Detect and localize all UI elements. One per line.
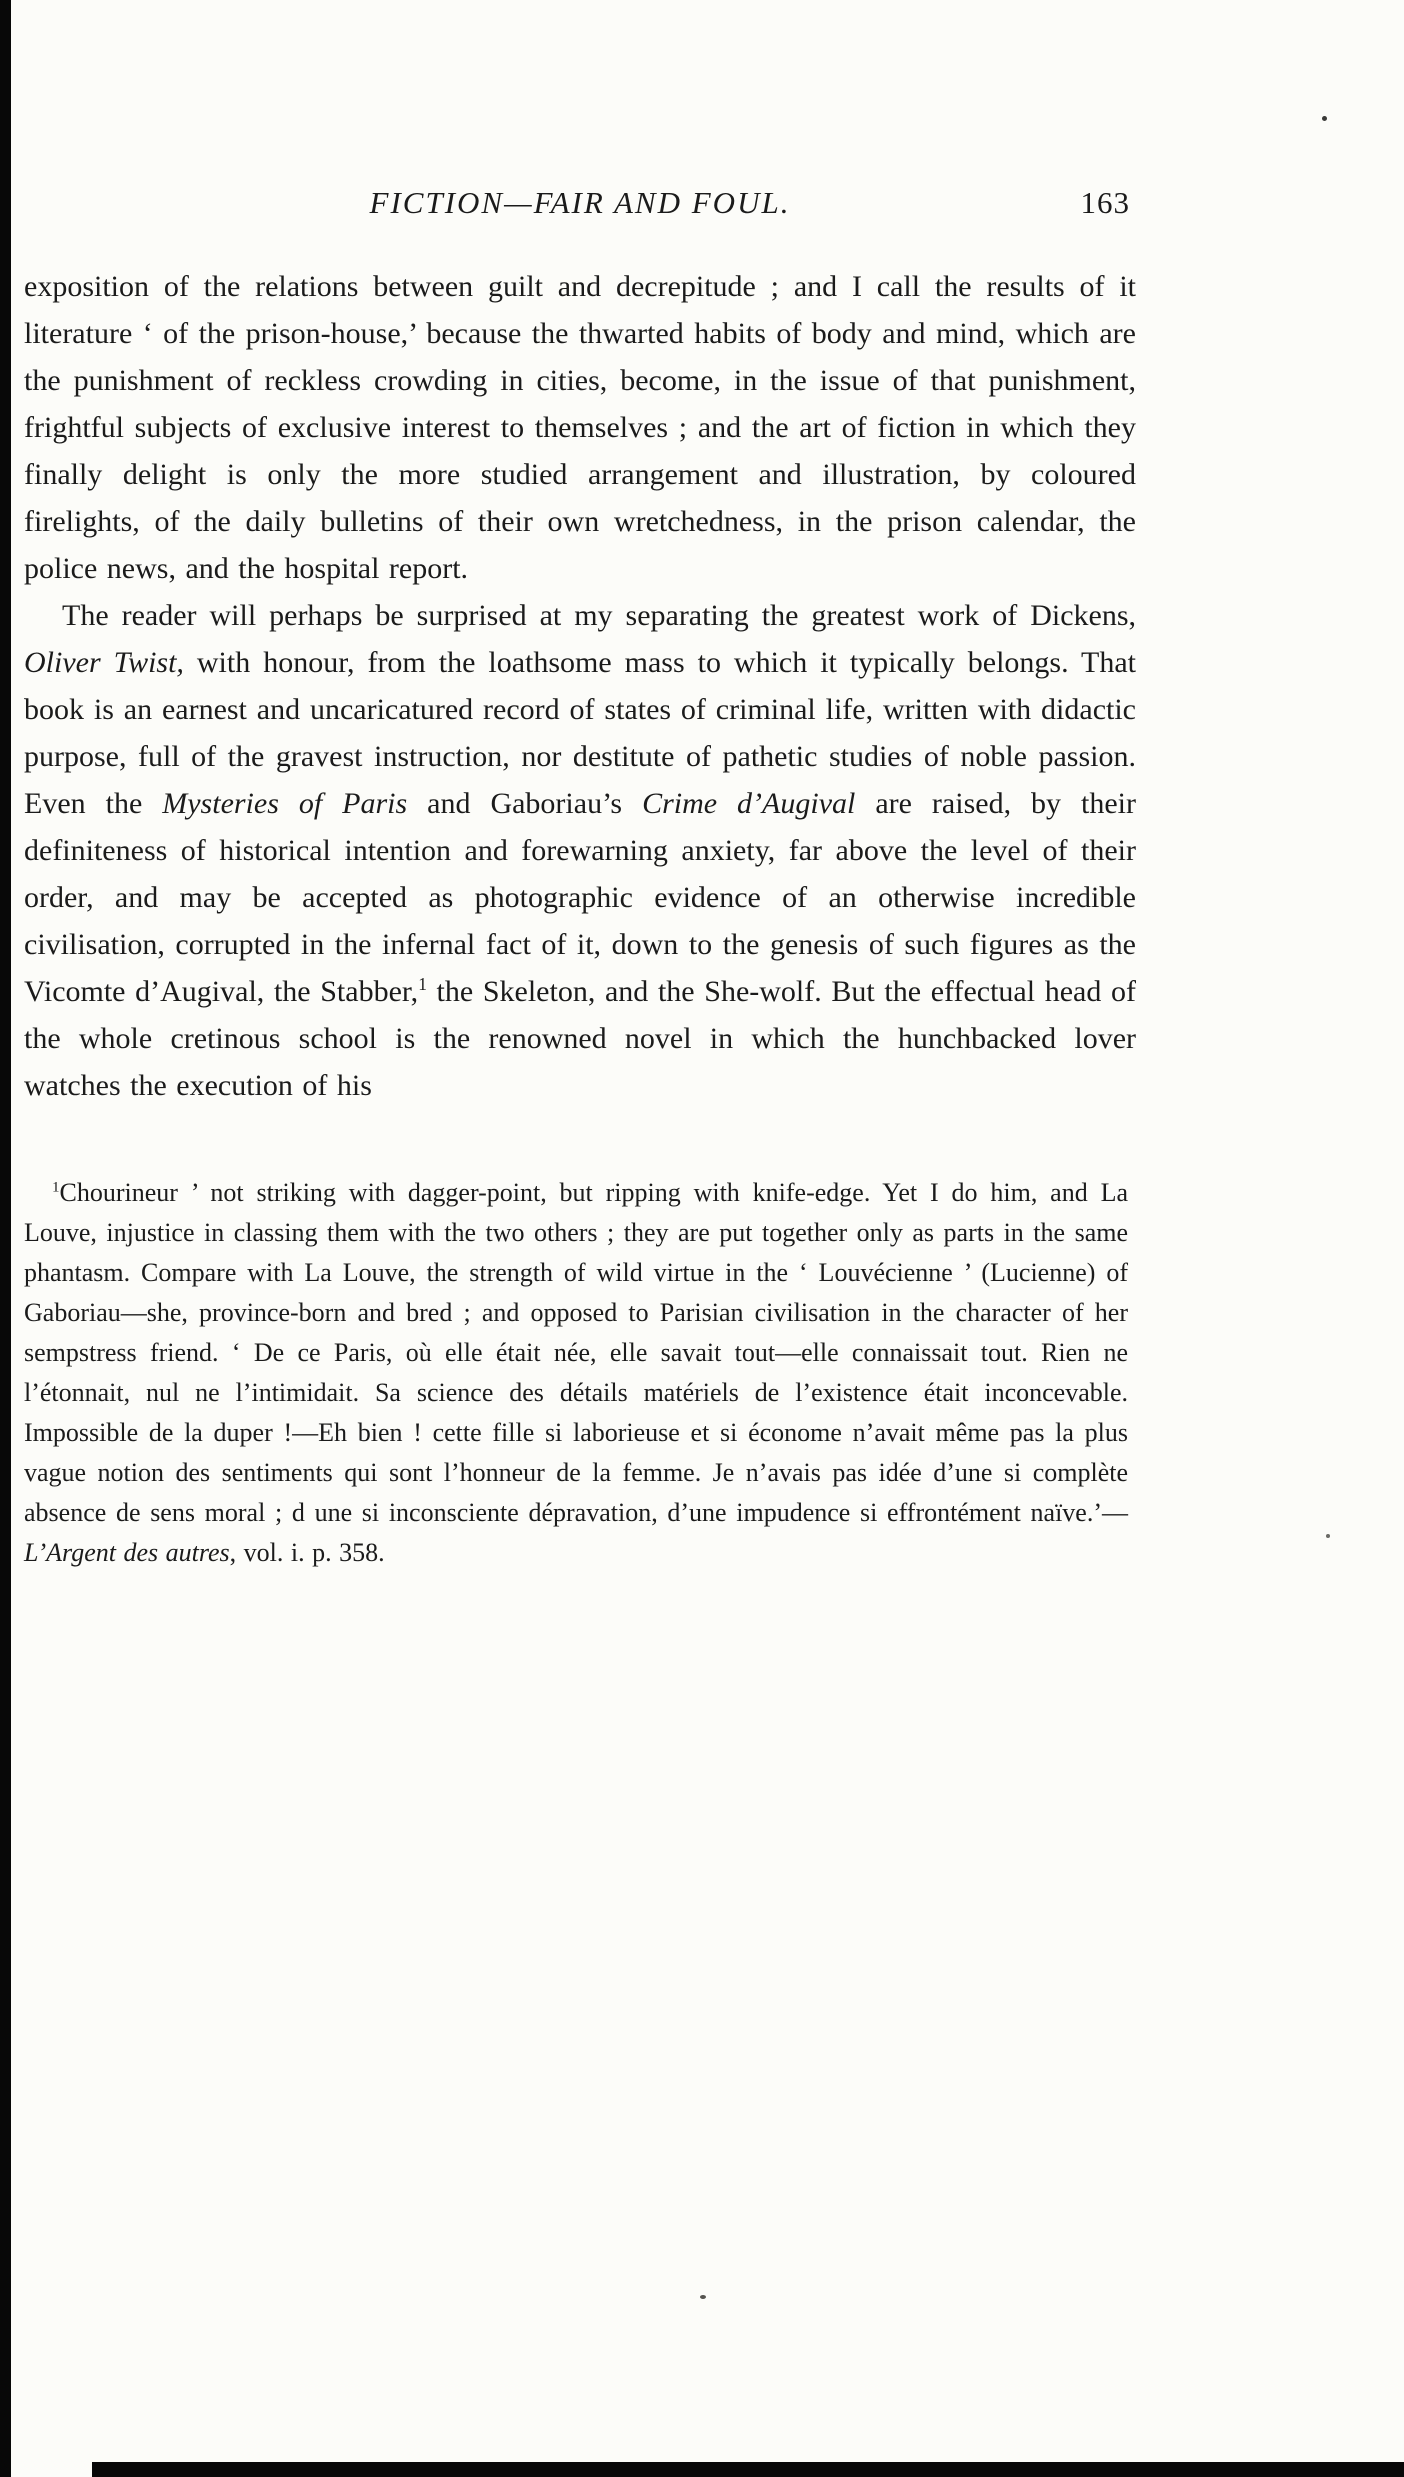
body-paragraph-2 [24,592,1136,1109]
book-title-mysteries-of-paris: Mysteries of Paris [162,787,408,820]
scan-edge-bottom [92,2462,1404,2477]
page-number: 163 [1080,185,1130,220]
book-title-crime-daugival: Crime d’Augival [642,787,856,820]
book-title-oliver-twist: Oliver Twist, [24,646,184,679]
running-header [24,185,1136,237]
text-segment: with honour, from the loathsome mass to which it typically belongs. That book is an earnest and uncaricatured record of states of criminal life, written with didactic purpose, full of the gravest instruction, nor destitute of pathetic studies of noble passion. Even the [24,646,1136,820]
text-segment: the Skeleton, and the She-wolf. But the effectual head of the whole cretinous school is the renowned novel in which the hunchbacked lover watches the execution of his [24,975,1136,1102]
scan-speck [700,2295,706,2299]
footnote-citation: , vol. i. p. 358. [229,1538,385,1567]
scan-speck [1322,116,1327,121]
scan-speck [1326,1534,1330,1538]
text-segment: are raised, by their definiteness of historical intention and forewarning anxiety, far above the level of their order, and may be accepted as photographic evidence of an otherwise incredible civilisation, corrupted in the infernal fact of it, down to the genesis of such figures as the Vicomte d’Augival, the Stabber, [24,787,1136,1008]
book-title-largent-des-autres: L’Argent des autres [24,1538,230,1567]
page-content [24,185,1136,1573]
text-segment: The reader will perhaps be surprised at my separating the greatest work of Dickens, [62,599,1136,632]
footnote-text: Chourineur ’ not striking with dagger-point, but ripping with knife-edge. Yet I do him, and La Louve, injustice in classing them with the two others ; they are put together only as parts in the same phantasm. Compare with La Louve, the strength of wild virtue in the ‘ Louvécienne ’ (Lucienne) of Gaboriau—she, province-born and bred ; and opposed to Parisian civilisation in the character of her sempstress friend. ‘ De ce Paris, où elle était née, elle savait tout—elle connaissait tout. Rien ne l’étonnait, nul ne l’intimidait. Sa science des détails matériels de l’existence était inconcevable. Impossible de la duper !—Eh bien ! cette fille si laborieuse et si économe n’avait même pas la plus vague notion des sentiments qui sont l’honneur de la femme. Je n’avais pas idée d’une si complète absence de sens moral ; d une si inconsciente dépravation, d’une impudence si effrontément naïve.’— [24,1178,1128,1527]
scan-edge-left [0,0,11,2477]
footnote-marker: 1 [52,1179,60,1196]
text-segment: and Gaboriau’s [407,787,643,820]
body-paragraph-1: exposition of the relations between guilt and decrepitude ; and I call the results of it literature ‘ of the prison-house,’ because the thwarted habits of body and mind, which are the punishment of reckless crowding in cities, become, in the issue of that punishment, frightful subjects of exclusive interest to themselves ; and the art of fiction in which they finally delight is only the more studied arrangement and illustration, by coloured firelights, of the daily bulletins of their own wretchedness, in the prison calendar, the police news, and the hospital report. [24,270,1136,585]
footnote-reference: 1 [418,974,427,994]
running-title: FICTION—FAIR AND FOUL. [369,185,791,220]
footnote [24,1173,1128,1573]
